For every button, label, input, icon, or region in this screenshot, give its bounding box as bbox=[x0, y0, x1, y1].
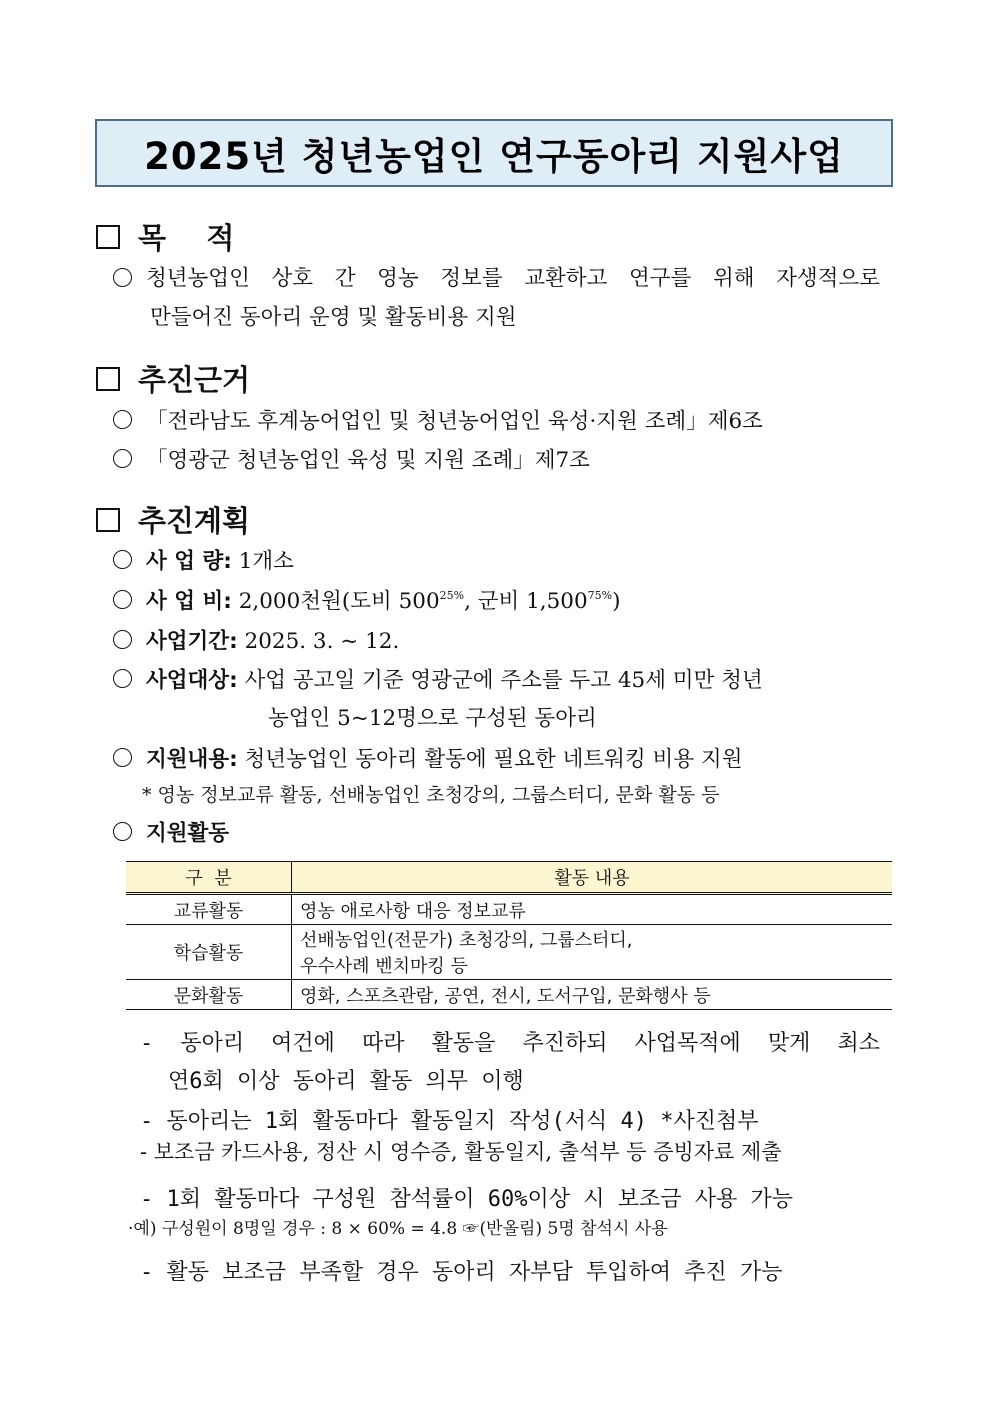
table-header: 구 분 bbox=[126, 862, 292, 894]
section-title: 추진계획 bbox=[138, 504, 251, 538]
plan-target-cont: 농업인 5~12명으로 구성된 동아리 bbox=[268, 706, 597, 731]
circle-bullet-icon bbox=[113, 268, 132, 287]
circle-bullet-icon bbox=[113, 822, 132, 841]
basis-text: 「전라남도 후계농어업인 및 청년농어업인 육성·지원 조례」제6조 bbox=[146, 409, 763, 434]
circle-bullet-icon bbox=[113, 630, 132, 649]
cost-ratio: 75% bbox=[587, 589, 613, 602]
note-4-example: ·예) 구성원이 8명일 경우 : 8 × 60% = 4.8 ☞(반올림) 5명 참석시 사용 bbox=[128, 1219, 668, 1239]
basis-text: 「영광군 청년농업인 육성 및 지원 조례」제7조 bbox=[146, 448, 590, 473]
table-row bbox=[126, 980, 892, 1010]
note-4: - 1회 활동마다 구성원 참석률이 60%이상 시 보조금 사용 가능 bbox=[140, 1187, 793, 1212]
basis-item-2 bbox=[113, 449, 590, 472]
square-bullet-icon bbox=[96, 367, 120, 391]
table-header: 활동 내용 bbox=[292, 862, 893, 894]
table-cell-category: 문화활동 bbox=[126, 980, 292, 1010]
activity-table bbox=[126, 861, 892, 1010]
square-bullet-icon bbox=[96, 225, 120, 249]
plan-value bbox=[239, 589, 621, 614]
section-heading-basis bbox=[96, 358, 250, 399]
purpose-line-1 bbox=[113, 268, 880, 290]
table-header-row bbox=[126, 862, 892, 894]
plan-support bbox=[113, 748, 742, 771]
table-cell-content: 영화, 스포츠관람, 공연, 전시, 도서구입, 문화행사 등 bbox=[292, 980, 893, 1010]
section-heading-purpose bbox=[96, 216, 234, 257]
plan-label: 사 업 비: bbox=[146, 589, 232, 614]
cost-text: ) bbox=[612, 589, 621, 614]
note-text: - 동아리 여건에 따라 활동을 추진하되 사업목적에 맞게 최소 bbox=[140, 1031, 880, 1056]
plan-label: 사업기간: bbox=[146, 629, 238, 654]
circle-bullet-icon bbox=[113, 449, 132, 468]
plan-value: 사업 공고일 기준 영광군에 주소를 두고 45세 미만 청년 bbox=[244, 668, 763, 693]
note-1-line-1 bbox=[140, 1026, 880, 1057]
table-cell-content: 영농 애로사항 대응 정보교류 bbox=[292, 894, 893, 925]
plan-support-note: * 영농 정보교류 활동, 선배농업인 초청강의, 그룹스터디, 문화 활동 등 bbox=[142, 784, 720, 806]
circle-bullet-icon bbox=[113, 748, 132, 767]
table-row bbox=[126, 894, 892, 925]
table-cell-content bbox=[292, 925, 893, 980]
plan-label: 지원내용: bbox=[146, 747, 238, 772]
cost-text: 2,000천원(도비 500 bbox=[238, 589, 440, 614]
purpose-line-2: 만들어진 동아리 운영 및 활동비용 지원 bbox=[150, 305, 517, 330]
purpose-text: 청년농업인 상호 간 영농 정보를 교환하고 연구를 위해 자생적으로 bbox=[146, 266, 880, 291]
table-cell-category: 학습활동 bbox=[126, 925, 292, 980]
plan-target bbox=[113, 669, 763, 692]
table-cell-line: 선배농업인(전문가) 초청강의, 그룹스터디, bbox=[300, 930, 633, 951]
plan-period bbox=[113, 630, 399, 653]
note-3: - 보조금 카드사용, 정산 시 영수증, 활동일지, 출석부 등 증빙자료 제출 bbox=[140, 1140, 782, 1164]
page-title: 2025년 청년농업인 연구동아리 지원사업 bbox=[144, 135, 844, 178]
square-bullet-icon bbox=[96, 508, 120, 532]
plan-label: 사업대상: bbox=[146, 668, 238, 693]
plan-value: 2025. 3. ~ 12. bbox=[244, 629, 400, 654]
section-heading-plan bbox=[96, 499, 250, 540]
plan-cost bbox=[113, 590, 621, 613]
section-title: 목 적 bbox=[138, 221, 235, 255]
basis-item-1 bbox=[113, 410, 763, 433]
circle-bullet-icon bbox=[113, 669, 132, 688]
plan-activities bbox=[113, 822, 229, 845]
cost-text: , 군비 1,500 bbox=[464, 589, 588, 614]
note-2: - 동아리는 1회 활동마다 활동일지 작성(서식 4) *사진첨부 bbox=[140, 1109, 759, 1134]
plan-label: 사 업 량: bbox=[146, 549, 232, 574]
table-row bbox=[126, 925, 892, 980]
plan-quantity bbox=[113, 550, 294, 573]
cost-ratio: 25% bbox=[439, 589, 465, 602]
note-5: - 활동 보조금 부족할 경우 동아리 자부담 투입하여 추진 가능 bbox=[140, 1260, 783, 1285]
table-cell-line: 우수사례 벤치마킹 등 bbox=[300, 956, 468, 977]
circle-bullet-icon bbox=[113, 590, 132, 609]
note-1-line-2: 연6회 이상 동아리 활동 의무 이행 bbox=[168, 1069, 524, 1094]
circle-bullet-icon bbox=[113, 410, 132, 429]
circle-bullet-icon bbox=[113, 550, 132, 569]
table-cell-category: 교류활동 bbox=[126, 894, 292, 925]
section-title: 추진근거 bbox=[138, 363, 251, 397]
title-box bbox=[95, 119, 893, 187]
plan-value: 청년농업인 동아리 활동에 필요한 네트워킹 비용 지원 bbox=[244, 747, 743, 772]
plan-label: 지원활동 bbox=[146, 821, 230, 846]
plan-value: 1개소 bbox=[238, 549, 294, 574]
